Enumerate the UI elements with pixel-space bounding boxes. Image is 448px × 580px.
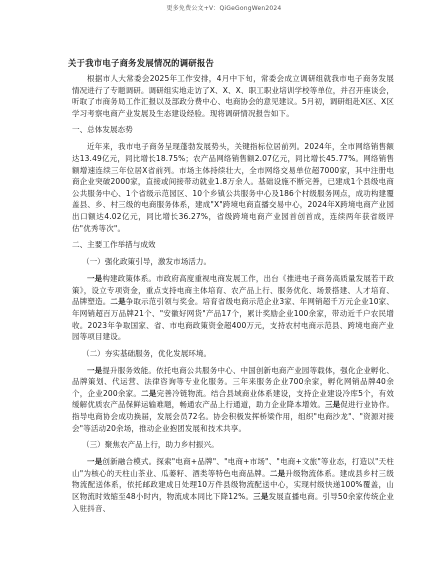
sub3-text: 创新融合模式。探索"电商+品牌"、"电商+市场"、"电商+文旅"等业态，打造以"天柱山"为核心的天柱山茶业、瓜蒌籽、酒类等特色电商品牌。 [72,457,394,478]
sub3-text-3: 发展直播电商。引导50余家传统企业入驻抖音、 [72,492,395,513]
subsection-heading-3: （三）聚焦农产品上行，助力乡村振兴。 [82,440,219,450]
sub2-text-3: 促进行业协作。指导电商协会成功换届，发展会员72名。协会积极发挥桥梁作用，组织"电商沙龙"、"资源对接会"等活动20余场，推动企业抱团发展和技术共享。 [72,400,394,433]
lead-marker: 二是 [141,388,157,398]
lead-marker: 二是 [110,297,126,307]
sub1-text: 构建政策体系。市政府高度重视电商发展工作，出台《推进电子商务高质量发展若干政策》，设立专项资金，重点支持电商主体培育、农产品上行、服务优化、场景搭建、人才培育、品牌塑造。 [72,274,394,307]
lead-marker: 三是 [253,492,269,502]
sub2-paragraph [72,365,394,435]
lead-marker: 一是 [87,457,103,467]
intro-paragraph: 根据市人大常委会2025年工作安排，4月中下旬，常委会成立调研组就我市电子商务发展情况进行了专题调研。调研组实地走访了X、X、X、职工职业培训学校等单位，并召开座谈会，听取了市商务局工作汇报以及部政分费中心、电商协会的意见建议。5月初，调研组赴X区、X区学习考察电商产业发展及生态建设经验。现将调研情况报告如下。 [72,74,394,118]
document-title: 关于我市电子商务发展情况的调研报告 [68,58,215,68]
sub3-paragraph [72,456,394,514]
lead-marker: 一是 [87,274,103,284]
lead-marker: 一是 [87,365,103,375]
lead-marker: 三是 [325,400,341,410]
section-heading-2: 二、主要工作举措与成效 [72,240,156,250]
sub1-text-2: 争取示范引领与奖金。培育省级电商示范企业3家、年网销超千万元企业10家、年网销超百万品牌21个、"安徽好网货"产品17个，累计奖励企业100余家，带动近千户农民增收。2023年争取国家、省、市电商政策资金超400万元，支持农村电商示范县、跨境电商产业园等项目建设。 [72,297,394,342]
subsection-heading-2: （二）夯实基础服务，优化发展环境。 [82,348,212,358]
section-heading-1: 一、总体发展态势 [72,125,133,135]
sub1-paragraph [72,273,394,343]
section1-paragraph: 近年来，我市电子商务呈现蓬勃发展势头，关键指标位居前列。2024年，全市网络销售额达13.49亿元，同比增长18.75%；农产品网络销售额2.07亿元，同比增长45.77%。网络销售额增速连续三年位居X省前列。市场主体持续壮大，全市网络交易单位超7000家，其中注册电商企业突破2000家，直接或间接带动就业1.8万余人。基础设施不断完善，已建成1个县级电商公共服务中心、1个省级示范园区、10个乡镇公共服务中心及186个村级服务网点，成功构建覆盖县、乡、村三级的电商服务体系，建成"X"跨境电商直播交易中心，2024年X跨境电商产业园出口额达4.02亿元，同比增长36.27%，省级跨境电商产业园首创首成，连续两年获省级评估"优秀等次"。 [72,142,394,233]
watermark-header: 更多免费公文+V：QiGeGongWen2024 [166,5,282,12]
sub2-text-2: 完善冷链物流。结合县域商业体系建设，支持企业建设冷库5个，有效缓解优质农产品保鲜运输难题，畅通农产品上行通道，助力企业降本增效。 [72,388,394,410]
sub3-text-2: 升级物流体系。建成县乡村三级物流配送体系，依托邮政建成日处理10万件县级物流配送中心，实现村级快递100%覆盖，山区物流时效缩至48小时内，物流成本同比下降12%。 [72,468,394,502]
document-body [72,73,394,514]
sub2-text: 提升服务效能。依托电商公共服务中心、中国创新电商产业园等载体，强化企业孵化、品牌策划、代运营、法律咨询等专业化服务。三年来服务企业700余家，孵化网销品牌40余个，企业200余家。 [72,365,394,398]
lead-marker: 二是 [269,468,286,478]
subsection-heading-1: （一）强化政策引导，激发市场活力。 [82,257,212,267]
